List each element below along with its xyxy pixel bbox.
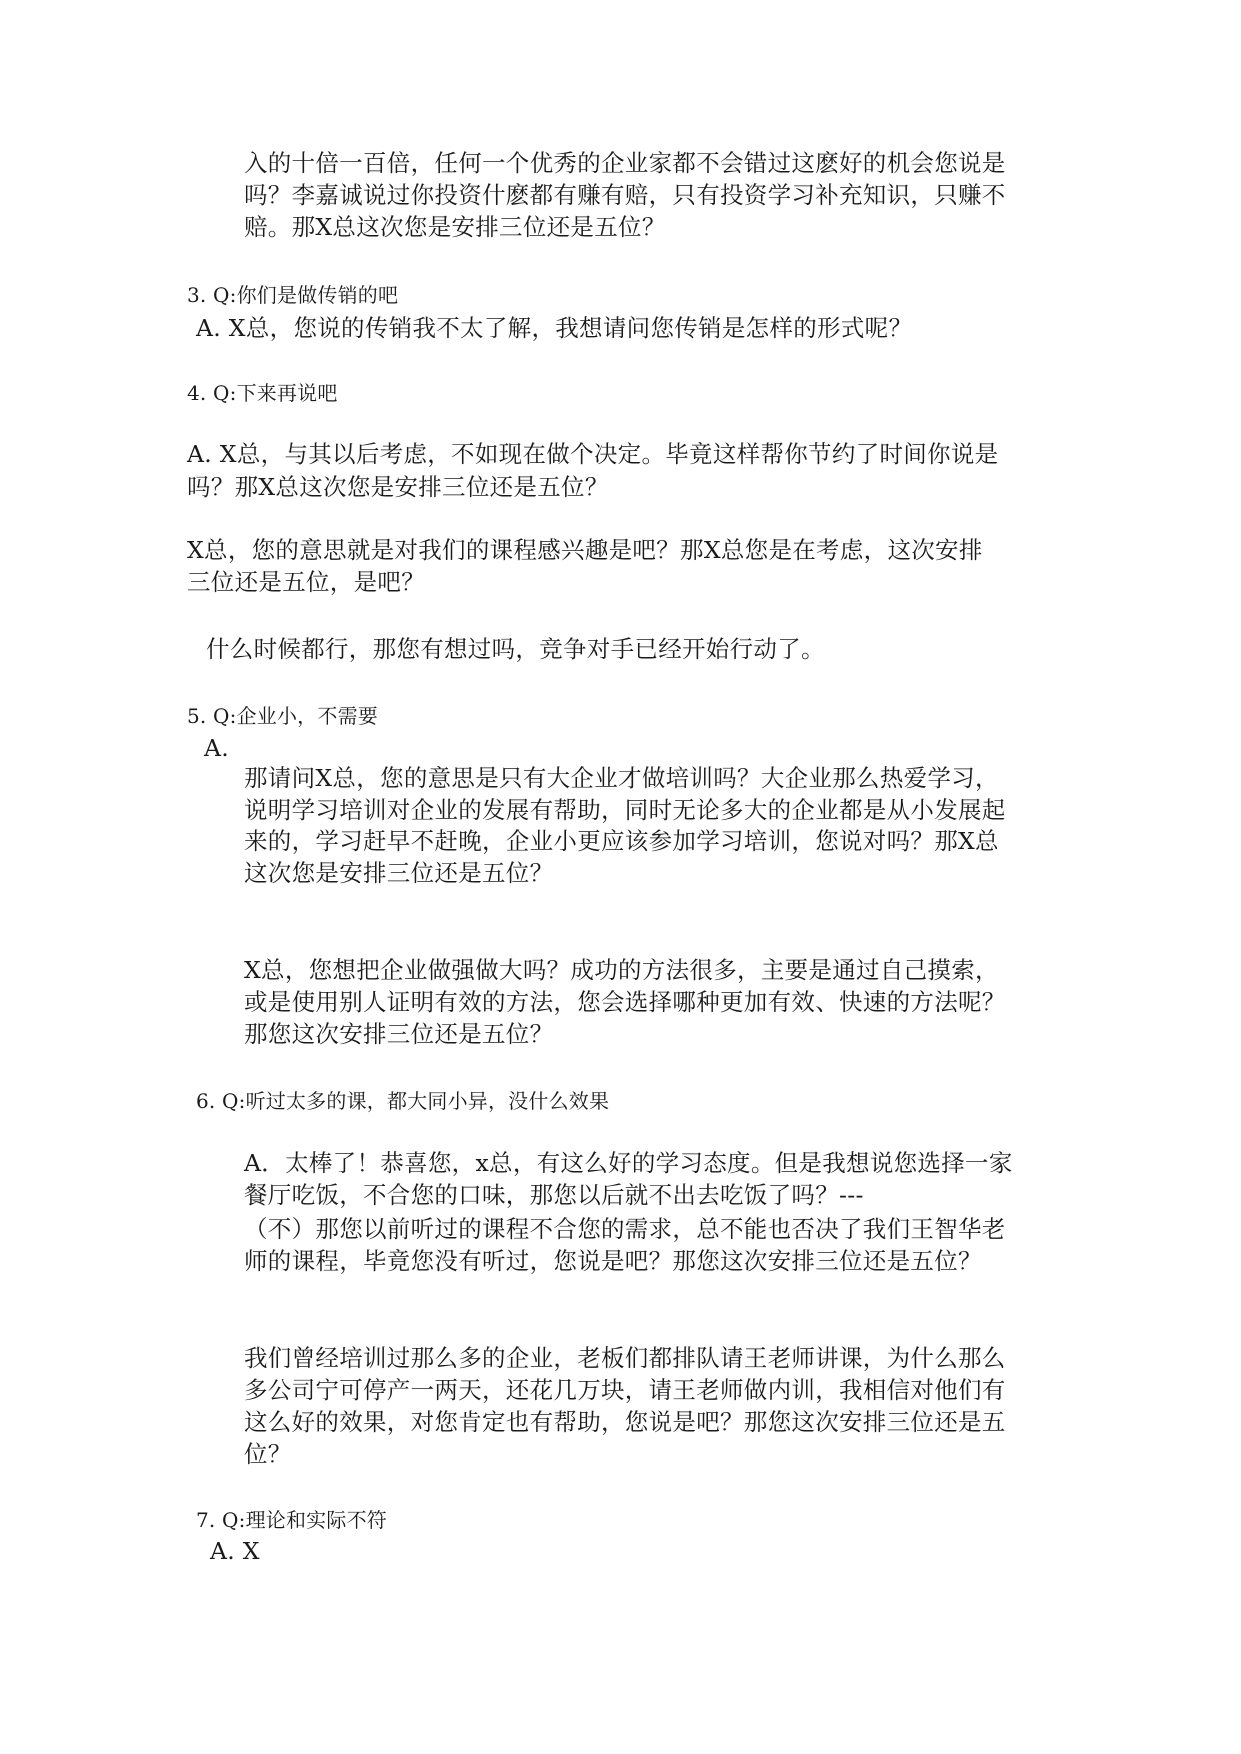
answer-6-line: A．太棒了！恭喜您，x总，有这么好的学习态度。但是我想说您选择一家 (244, 1149, 1013, 1177)
intro-line: 吗？李嘉诚说过你投资什麽都有赚有赔，只有投资学习补充知识，只赚不 (244, 181, 1006, 209)
answer-4-alt-line: X总，您的意思就是对我们的课程感兴趣是吧？那X总您是在考虑，这次安排 (187, 536, 983, 564)
intro-line: 赔。那X总这次您是安排三位还是五位？ (244, 213, 666, 241)
answer-6b-line: 这么好的效果，对您肯定也有帮助，您说是吧？那您这次安排三位还是五 (244, 1408, 1006, 1436)
answer-6-line: 餐厅吃饭，不合您的口味，那您以后就不出去吃饭了吗？--- (244, 1181, 864, 1209)
answer-5b-line: 或是使用别人证明有效的方法，您会选择哪种更加有效、快速的方法呢？ (244, 988, 1006, 1016)
answer-5b-line: 那您这次安排三位还是五位？ (244, 1020, 554, 1048)
answer-5-line: 说明学习培训对企业的发展有帮助，同时无论多大的企业都是从小发展起 (244, 796, 1006, 824)
answer-6-line: 师的课程，毕竟您没有听过，您说是吧？那您这次安排三位还是五位？ (244, 1247, 982, 1275)
answer-5-line: 来的，学习赶早不赶晚，企业小更应该参加学习培训，您说对吗？那X总 (244, 827, 999, 855)
question-5: 5. Q:企业小，不需要 (187, 704, 378, 728)
answer-6b-line: 位？ (244, 1440, 292, 1468)
answer-6-line: （不）那您以前听过的课程不合您的需求，总不能也否决了我们王智华老 (244, 1215, 1006, 1243)
answer-4-extra: 什么时候都行，那您有想过吗，竞争对手已经开始行动了。 (206, 635, 825, 663)
question-7: 7. Q:理论和实际不符 (196, 1508, 387, 1532)
answer-6b-line: 我们曾经培训过那么多的企业，老板们都排队请王老师讲课，为什么那么 (244, 1344, 1006, 1372)
answer-5-line: 这次您是安排三位还是五位？ (244, 859, 554, 887)
answer-7: A. X (210, 1537, 260, 1565)
answer-4-line: A. X总，与其以后考虑，不如现在做个决定。毕竟这样帮你节约了时间你说是 (187, 440, 999, 468)
answer-4-line: 吗？那X总这次您是安排三位还是五位？ (187, 473, 609, 501)
intro-line: 入的十倍一百倍，任何一个优秀的企业家都不会错过这麽好的机会您说是 (244, 149, 1006, 177)
answer-6b-line: 多公司宁可停产一两天，还花几万块，请王老师做内训，我相信对他们有 (244, 1376, 1006, 1404)
question-3: 3. Q:你们是做传销的吧 (187, 283, 399, 307)
answer-5-label: A. (204, 734, 230, 762)
question-4: 4. Q:下来再说吧 (187, 381, 338, 405)
answer-3: A. X总，您说的传销我不太了解，我想请问您传销是怎样的形式呢？ (196, 314, 913, 342)
answer-5-line: 那请问X总，您的意思是只有大企业才做培训吗？大企业那么热爱学习， (244, 764, 999, 792)
answer-4-alt-line: 三位还是五位，是吧？ (187, 568, 425, 596)
question-6: 6. Q:听过太多的课，都大同小异，没什么效果 (196, 1089, 610, 1113)
answer-5b-line: X总，您想把企业做强做大吗？成功的方法很多，主要是通过自己摸索， (244, 956, 999, 984)
